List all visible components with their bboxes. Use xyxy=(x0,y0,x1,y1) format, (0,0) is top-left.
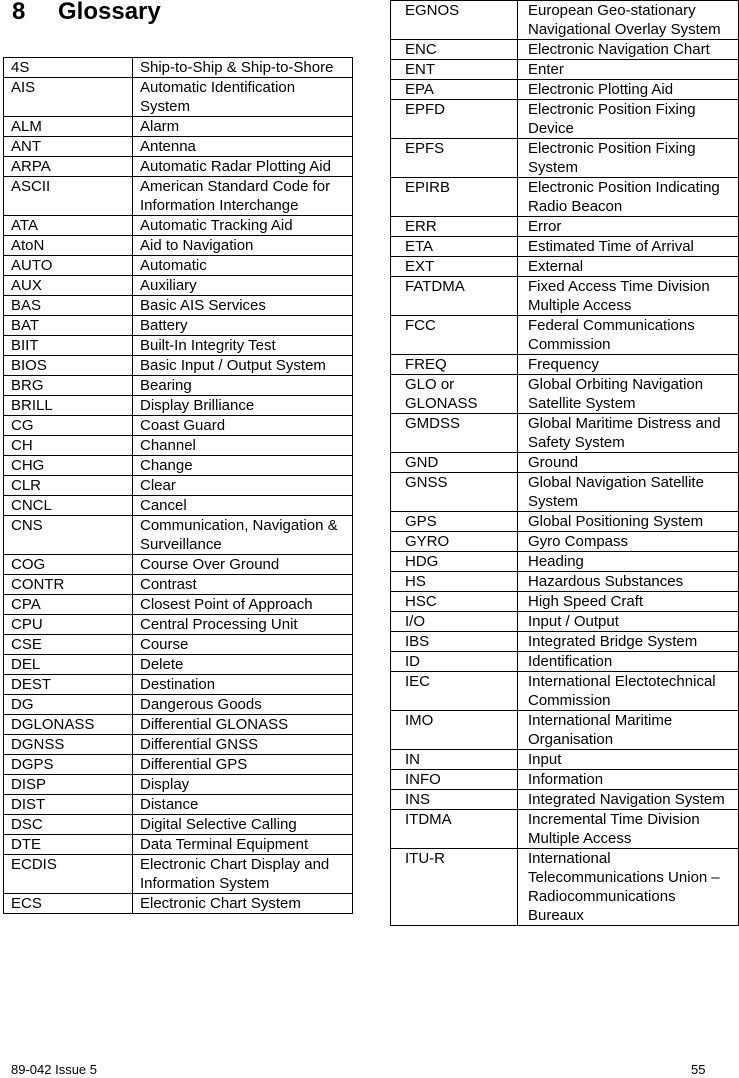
glossary-definition: Input xyxy=(518,750,739,770)
glossary-term: AUX xyxy=(4,276,133,296)
glossary-row xyxy=(4,615,353,635)
glossary-row xyxy=(4,735,353,755)
glossary-term: CONTR xyxy=(4,575,133,595)
glossary-term: FCC xyxy=(391,316,518,355)
glossary-definition: Auxiliary xyxy=(133,276,353,296)
glossary-row xyxy=(4,137,353,157)
glossary-definition: Basic AIS Services xyxy=(133,296,353,316)
glossary-row xyxy=(391,453,739,473)
footer-doc-ref: 89-042 Issue 5 xyxy=(11,1062,98,1077)
glossary-term: ARPA xyxy=(4,157,133,177)
glossary-row xyxy=(4,316,353,336)
glossary-row xyxy=(391,552,739,572)
glossary-row xyxy=(391,532,739,552)
glossary-term: EPA xyxy=(391,80,518,100)
glossary-definition: Global Orbiting Navigation Satellite System xyxy=(518,375,739,414)
glossary-row xyxy=(4,177,353,216)
glossary-term: DG xyxy=(4,695,133,715)
glossary-row xyxy=(391,40,739,60)
glossary-definition: Battery xyxy=(133,316,353,336)
glossary-term: DGLONASS xyxy=(4,715,133,735)
glossary-row xyxy=(4,58,353,78)
glossary-term: I/O xyxy=(391,612,518,632)
glossary-definition: Differential GNSS xyxy=(133,735,353,755)
glossary-row xyxy=(391,473,739,512)
glossary-definition: Automatic Tracking Aid xyxy=(133,216,353,236)
glossary-row xyxy=(391,237,739,257)
glossary-definition: Differential GPS xyxy=(133,755,353,775)
glossary-definition: Electronic Position Fixing Device xyxy=(518,100,739,139)
glossary-term: BRILL xyxy=(4,396,133,416)
glossary-row xyxy=(4,236,353,256)
glossary-definition: Change xyxy=(133,456,353,476)
glossary-row xyxy=(4,276,353,296)
glossary-row xyxy=(4,516,353,555)
glossary-row xyxy=(4,356,353,376)
glossary-row xyxy=(4,396,353,416)
glossary-term: AIS xyxy=(4,78,133,117)
glossary-term: IN xyxy=(391,750,518,770)
glossary-row xyxy=(4,755,353,775)
glossary-term: FREQ xyxy=(391,355,518,375)
glossary-definition: Closest Point of Approach xyxy=(133,595,353,615)
glossary-term: ENT xyxy=(391,60,518,80)
glossary-row xyxy=(391,750,739,770)
glossary-definition: Automatic Identification System xyxy=(133,78,353,117)
glossary-definition: Central Processing Unit xyxy=(133,615,353,635)
glossary-definition: Basic Input / Output System xyxy=(133,356,353,376)
glossary-definition: Channel xyxy=(133,436,353,456)
footer-page-number: 55 xyxy=(691,1062,706,1077)
glossary-term: CSE xyxy=(4,635,133,655)
glossary-definition: Federal Communications Commission xyxy=(518,316,739,355)
glossary-row xyxy=(391,652,739,672)
glossary-term: HS xyxy=(391,572,518,592)
glossary-row xyxy=(4,216,353,236)
glossary-term: INFO xyxy=(391,770,518,790)
glossary-term: DEST xyxy=(4,675,133,695)
glossary-definition: Integrated Navigation System xyxy=(518,790,739,810)
glossary-definition: Built-In Integrity Test xyxy=(133,336,353,356)
glossary-term: BIOS xyxy=(4,356,133,376)
glossary-term: DISP xyxy=(4,775,133,795)
glossary-definition: Contrast xyxy=(133,575,353,595)
glossary-row xyxy=(4,78,353,117)
glossary-term: ATA xyxy=(4,216,133,236)
glossary-row xyxy=(391,277,739,316)
glossary-definition: Electronic Position Indicating Radio Beacon xyxy=(518,178,739,217)
glossary-row xyxy=(4,695,353,715)
glossary-definition: Electronic Chart System xyxy=(133,894,353,914)
glossary-row xyxy=(4,555,353,575)
glossary-row xyxy=(391,770,739,790)
glossary-definition: Clear xyxy=(133,476,353,496)
glossary-term: ECS xyxy=(4,894,133,914)
glossary-term: ITU-R xyxy=(391,849,518,926)
glossary-definition: Alarm xyxy=(133,117,353,137)
glossary-term: ALM xyxy=(4,117,133,137)
glossary-term: BIIT xyxy=(4,336,133,356)
glossary-term: DGPS xyxy=(4,755,133,775)
glossary-term: GNSS xyxy=(391,473,518,512)
glossary-definition: Distance xyxy=(133,795,353,815)
glossary-definition: Information xyxy=(518,770,739,790)
glossary-row xyxy=(391,178,739,217)
glossary-row xyxy=(4,117,353,137)
glossary-row xyxy=(4,795,353,815)
glossary-term: COG xyxy=(4,555,133,575)
glossary-definition: Data Terminal Equipment xyxy=(133,835,353,855)
glossary-row xyxy=(4,436,353,456)
glossary-term: CLR xyxy=(4,476,133,496)
glossary-definition: Incremental Time Division Multiple Access xyxy=(518,810,739,849)
glossary-term: ASCII xyxy=(4,177,133,216)
glossary-term: EGNOS xyxy=(391,1,518,40)
glossary-term: ITDMA xyxy=(391,810,518,849)
glossary-definition: Display Brilliance xyxy=(133,396,353,416)
glossary-term: EPFS xyxy=(391,139,518,178)
glossary-row xyxy=(391,810,739,849)
glossary-table-left-body xyxy=(4,58,353,914)
glossary-term: CNCL xyxy=(4,496,133,516)
glossary-row xyxy=(391,572,739,592)
glossary-definition: Enter xyxy=(518,60,739,80)
glossary-row xyxy=(391,711,739,750)
glossary-definition: Electronic Navigation Chart xyxy=(518,40,739,60)
glossary-term: ERR xyxy=(391,217,518,237)
glossary-definition: Electronic Chart Display and Information System xyxy=(133,855,353,894)
glossary-term: GPS xyxy=(391,512,518,532)
glossary-term: IBS xyxy=(391,632,518,652)
glossary-definition: Aid to Navigation xyxy=(133,236,353,256)
glossary-row xyxy=(4,894,353,914)
glossary-term: CPU xyxy=(4,615,133,635)
glossary-term: CHG xyxy=(4,456,133,476)
glossary-definition: Fixed Access Time Division Multiple Access xyxy=(518,277,739,316)
glossary-term: CPA xyxy=(4,595,133,615)
glossary-definition: Bearing xyxy=(133,376,353,396)
glossary-term: AtoN xyxy=(4,236,133,256)
glossary-row xyxy=(391,375,739,414)
glossary-term: EPIRB xyxy=(391,178,518,217)
glossary-row xyxy=(4,815,353,835)
glossary-term: BAS xyxy=(4,296,133,316)
glossary-definition: Global Maritime Distress and Safety System xyxy=(518,414,739,453)
glossary-row xyxy=(4,675,353,695)
glossary-term: HSC xyxy=(391,592,518,612)
section-heading xyxy=(12,0,161,26)
glossary-row xyxy=(4,855,353,894)
glossary-row xyxy=(391,1,739,40)
glossary-term: DTE xyxy=(4,835,133,855)
glossary-table-right xyxy=(390,0,739,926)
glossary-row xyxy=(4,575,353,595)
glossary-row xyxy=(391,100,739,139)
glossary-term: EPFD xyxy=(391,100,518,139)
glossary-row xyxy=(4,296,353,316)
glossary-definition: Error xyxy=(518,217,739,237)
glossary-definition: Course Over Ground xyxy=(133,555,353,575)
glossary-definition: Frequency xyxy=(518,355,739,375)
section-number: 8 xyxy=(12,0,26,25)
glossary-term: BAT xyxy=(4,316,133,336)
glossary-definition: Electronic Plotting Aid xyxy=(518,80,739,100)
glossary-term: DSC xyxy=(4,815,133,835)
glossary-row xyxy=(391,790,739,810)
glossary-term: DIST xyxy=(4,795,133,815)
glossary-term: BRG xyxy=(4,376,133,396)
glossary-row xyxy=(391,512,739,532)
glossary-definition: Differential GLONASS xyxy=(133,715,353,735)
glossary-row xyxy=(4,595,353,615)
glossary-term: INS xyxy=(391,790,518,810)
glossary-row xyxy=(391,80,739,100)
glossary-definition: Antenna xyxy=(133,137,353,157)
glossary-definition: International Electotechnical Commission xyxy=(518,672,739,711)
glossary-definition: Communication, Navigation & Surveillance xyxy=(133,516,353,555)
glossary-row xyxy=(391,632,739,652)
glossary-definition: Integrated Bridge System xyxy=(518,632,739,652)
glossary-row xyxy=(4,456,353,476)
glossary-definition: Course xyxy=(133,635,353,655)
glossary-row xyxy=(4,835,353,855)
glossary-row xyxy=(4,256,353,276)
glossary-definition: Digital Selective Calling xyxy=(133,815,353,835)
glossary-definition: Automatic Radar Plotting Aid xyxy=(133,157,353,177)
glossary-row xyxy=(391,257,739,277)
glossary-row xyxy=(4,376,353,396)
glossary-row xyxy=(391,672,739,711)
glossary-definition: American Standard Code for Information Interchange xyxy=(133,177,353,216)
glossary-row xyxy=(4,655,353,675)
glossary-definition: Destination xyxy=(133,675,353,695)
glossary-term: DEL xyxy=(4,655,133,675)
glossary-row xyxy=(4,336,353,356)
glossary-definition: Electronic Position Fixing System xyxy=(518,139,739,178)
glossary-definition: Ship-to-Ship & Ship-to-Shore xyxy=(133,58,353,78)
glossary-term: 4S xyxy=(4,58,133,78)
glossary-definition: High Speed Craft xyxy=(518,592,739,612)
glossary-definition: International Maritime Organisation xyxy=(518,711,739,750)
section-title: Glossary xyxy=(58,0,161,25)
glossary-term: GND xyxy=(391,453,518,473)
glossary-term: EXT xyxy=(391,257,518,277)
glossary-term: CH xyxy=(4,436,133,456)
glossary-definition: European Geo-stationary Navigational Overlay System xyxy=(518,1,739,40)
glossary-term: ANT xyxy=(4,137,133,157)
glossary-term: CNS xyxy=(4,516,133,555)
glossary-definition: Global Navigation Satellite System xyxy=(518,473,739,512)
glossary-row xyxy=(391,592,739,612)
glossary-definition: Identification xyxy=(518,652,739,672)
glossary-definition: Dangerous Goods xyxy=(133,695,353,715)
glossary-row xyxy=(4,476,353,496)
glossary-table-left xyxy=(3,57,353,914)
glossary-term: ENC xyxy=(391,40,518,60)
glossary-term: FATDMA xyxy=(391,277,518,316)
glossary-definition: Heading xyxy=(518,552,739,572)
glossary-definition: Cancel xyxy=(133,496,353,516)
glossary-term: IMO xyxy=(391,711,518,750)
glossary-definition: Estimated Time of Arrival xyxy=(518,237,739,257)
glossary-row xyxy=(4,416,353,436)
glossary-term: IEC xyxy=(391,672,518,711)
glossary-definition: International Telecommunications Union – Radiocommunications Bureaux xyxy=(518,849,739,926)
glossary-definition: Coast Guard xyxy=(133,416,353,436)
glossary-definition: Display xyxy=(133,775,353,795)
glossary-row xyxy=(4,157,353,177)
glossary-term: GLO or GLONASS xyxy=(391,375,518,414)
glossary-row xyxy=(391,612,739,632)
glossary-row xyxy=(4,496,353,516)
glossary-row xyxy=(391,60,739,80)
glossary-definition: External xyxy=(518,257,739,277)
glossary-definition: Delete xyxy=(133,655,353,675)
glossary-term: AUTO xyxy=(4,256,133,276)
glossary-definition: Global Positioning System xyxy=(518,512,739,532)
glossary-definition: Input / Output xyxy=(518,612,739,632)
glossary-row xyxy=(4,715,353,735)
glossary-term: GYRO xyxy=(391,532,518,552)
glossary-term: ECDIS xyxy=(4,855,133,894)
glossary-row xyxy=(4,775,353,795)
glossary-term: GMDSS xyxy=(391,414,518,453)
glossary-definition: Gyro Compass xyxy=(518,532,739,552)
glossary-row xyxy=(391,414,739,453)
glossary-term: ID xyxy=(391,652,518,672)
glossary-row xyxy=(391,355,739,375)
glossary-row xyxy=(391,849,739,926)
glossary-term: HDG xyxy=(391,552,518,572)
glossary-term: ETA xyxy=(391,237,518,257)
glossary-term: CG xyxy=(4,416,133,436)
glossary-row xyxy=(4,635,353,655)
glossary-term: DGNSS xyxy=(4,735,133,755)
glossary-definition: Hazardous Substances xyxy=(518,572,739,592)
glossary-row xyxy=(391,139,739,178)
glossary-table-right-body xyxy=(391,1,739,926)
glossary-definition: Ground xyxy=(518,453,739,473)
glossary-row xyxy=(391,217,739,237)
glossary-definition: Automatic xyxy=(133,256,353,276)
glossary-row xyxy=(391,316,739,355)
